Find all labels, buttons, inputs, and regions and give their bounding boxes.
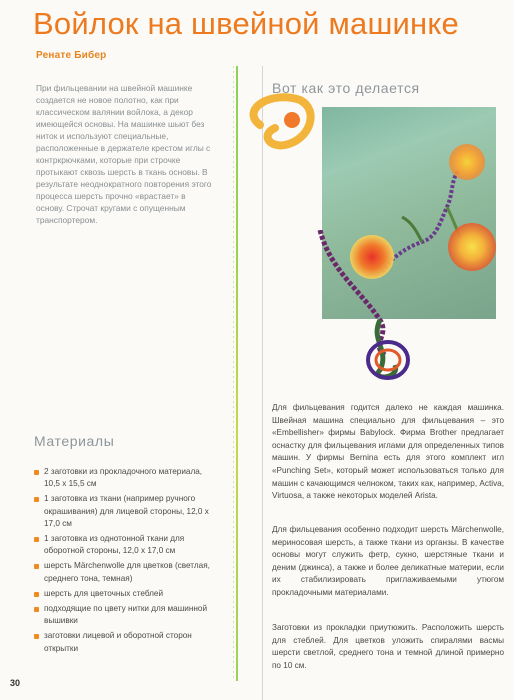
list-item <box>34 560 220 584</box>
list-item-text: подходящие по цвету нитки для машинной вышивки <box>44 604 208 626</box>
list-item-text: 1 заготовка из ткани (например ручного окрашивания) для лицевой стороны, 12,0 x 17,0 см <box>44 494 209 528</box>
body-paragraph-machines <box>272 402 504 503</box>
how-it-is-done-heading: Вот как это делается <box>272 80 420 96</box>
materials-heading: Материалы <box>34 433 115 449</box>
bullet-icon <box>34 634 39 639</box>
paragraph-text: Для фильцевания особенно подходит шерсть Märchenwolle, мериносовая шерсть, а также ткани из органзы. В качестве основы могут служить фетр, сукно, шерстяные ткани и деним (джинса), а также и более деликатные материи, если их стабилизировать приглаживаемыми утюгом прокладочными материалами. <box>272 525 504 597</box>
bullet-icon <box>34 497 39 502</box>
list-item-text: заготовки лицевой и оборотной сторон открытки <box>44 631 192 653</box>
materials-list <box>34 466 220 658</box>
list-item <box>34 533 220 557</box>
author-name: Ренате Бибер <box>36 50 107 61</box>
list-item <box>34 588 220 600</box>
bullet-icon <box>34 592 39 597</box>
list-item-text: шерсть для цветочных стеблей <box>44 588 164 598</box>
page-title: Войлок на швейной машинке <box>33 6 459 41</box>
column-divider <box>262 66 263 700</box>
paragraph-text: Для фильцевания годится далеко не каждая машинка. Швейная машина специально для фильцевания – это «Embellisher» фирмы Babylock. Фирма Brother предлагает оснастку для фильцевания иглами для определенных типов машин. У фирмы Bernina есть для этого комплект игл «Punching Set», который может использоваться только для машин с качающимся челноком, таких как, например, Activa, Virtuosa, а также некоторых моделей Arista. <box>272 403 504 501</box>
intro-paragraph: При фильцевании на швейной машинке создается не новое полотно, как при классическом валянии войлока, а декор имеющейся основы. На машинке шьют без ниток и используют специальные, расположенные в держателе крестом иглы с контркрючками, которые при строчке протыкают сквозь шерсть в ткань основы. В результате неоднократного повторения этого процесса шерсть прочно «врастает» в основу. Строчат кругами с опущенным транспортером. <box>36 83 212 225</box>
wool-yarn-decoration <box>300 230 450 390</box>
bullet-icon <box>34 607 39 612</box>
list-item-text: 2 заготовки из прокладочного материала, 10,5 x 15,5 см <box>44 467 203 489</box>
list-item <box>34 630 220 654</box>
bullet-icon <box>34 470 39 475</box>
intro-text <box>36 82 214 226</box>
bullet-icon <box>34 564 39 569</box>
list-item <box>34 493 220 530</box>
felt-flower-orange <box>449 144 485 180</box>
list-item-text: 1 заготовка из однотонной ткани для оборотной стороны, 12,0 x 17,0 см <box>44 534 185 556</box>
list-item <box>34 466 220 490</box>
yellow-swirl-decoration <box>230 90 320 160</box>
bullet-icon <box>34 537 39 542</box>
felt-flower-yellow <box>448 223 496 271</box>
page-number: 30 <box>10 678 21 688</box>
paragraph-text: Заготовки из прокладки приутюжить. Расположить шерсть для стеблей. Для цветков уложить спиралями васмы шерсти светлой, среднего тона и темной длиной примерно по 10 см. <box>272 623 504 670</box>
list-item-text: шерсть Märchenwolle для цветков (светлая, среднего тона, темная) <box>44 561 210 583</box>
list-item <box>34 603 220 627</box>
body-paragraph-steps <box>272 622 504 672</box>
body-paragraph-wool <box>272 524 504 600</box>
